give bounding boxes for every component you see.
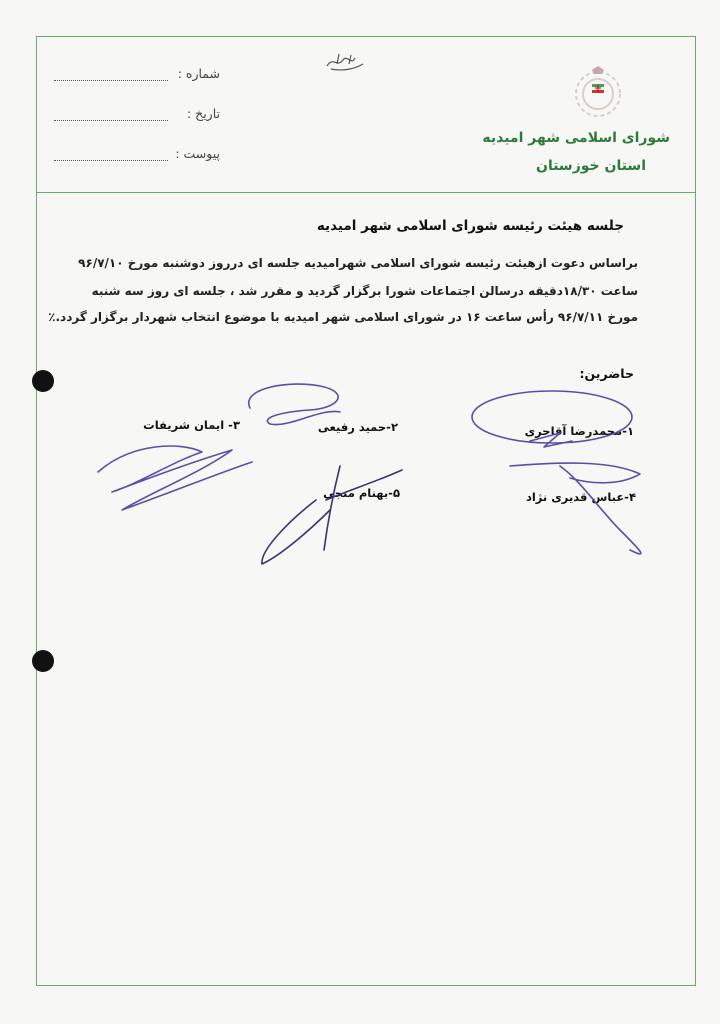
signature-3-icon — [82, 422, 272, 517]
body-line-2: ساعت ۱۸/۳۰دقیقه درسالن اجتماعات شورا برگزار گردید و مقرر شد ، جلسه ای روز سه شنبه — [91, 284, 638, 298]
field-attachment — [50, 146, 220, 166]
body-line-3: مورخ ۹۶/۷/۱۱ رأس ساعت ۱۶ در شورای اسلامی شهر امیدیه با موضوع انتخاب شهردار برگزار گردد.٪ — [48, 310, 638, 324]
field-attachment-label: پیوست : — [175, 146, 220, 161]
field-number-label: شماره : — [177, 66, 220, 81]
signature-4-icon — [500, 450, 650, 565]
field-date-label: تاریخ : — [186, 106, 220, 121]
field-attachment-dotted-line — [54, 160, 168, 161]
field-date-dotted-line — [54, 120, 168, 121]
attendee-4: ۴-عباس قدیری نژاد — [525, 490, 636, 504]
attendee-1: ۱-محمدرضا آقاجری — [524, 424, 634, 438]
header-divider — [37, 192, 695, 193]
present-label: حاضرین: — [579, 366, 634, 381]
document-title: جلسه هیئت رئیسه شورای اسلامی شهر امیدیه — [316, 218, 624, 234]
emblem-logo-icon — [568, 64, 628, 122]
attendee-3: ۳- ایمان شریفات — [143, 418, 240, 432]
field-number-dotted-line — [54, 80, 168, 81]
field-number — [50, 66, 220, 86]
field-date — [50, 106, 220, 126]
signature-5-icon — [250, 460, 410, 570]
body-line-1: براساس دعوت ازهیئت رئیسه شورای اسلامی شهرامیدیه جلسه ای درروز دوشنبه مورخ ۹۶/۷/۱۰ — [78, 256, 638, 270]
punch-hole-top — [32, 370, 54, 392]
province-name: استان خوزستان — [536, 158, 646, 174]
attendee-2: ۲-حمید رفیعی — [317, 420, 398, 434]
bismillah-calligraphy-icon — [325, 50, 365, 72]
organization-name: شورای اسلامی شهر امیدیه — [482, 130, 670, 146]
attendee-5: ۵-بهنام منجی — [323, 486, 400, 500]
punch-hole-bottom — [32, 650, 54, 672]
